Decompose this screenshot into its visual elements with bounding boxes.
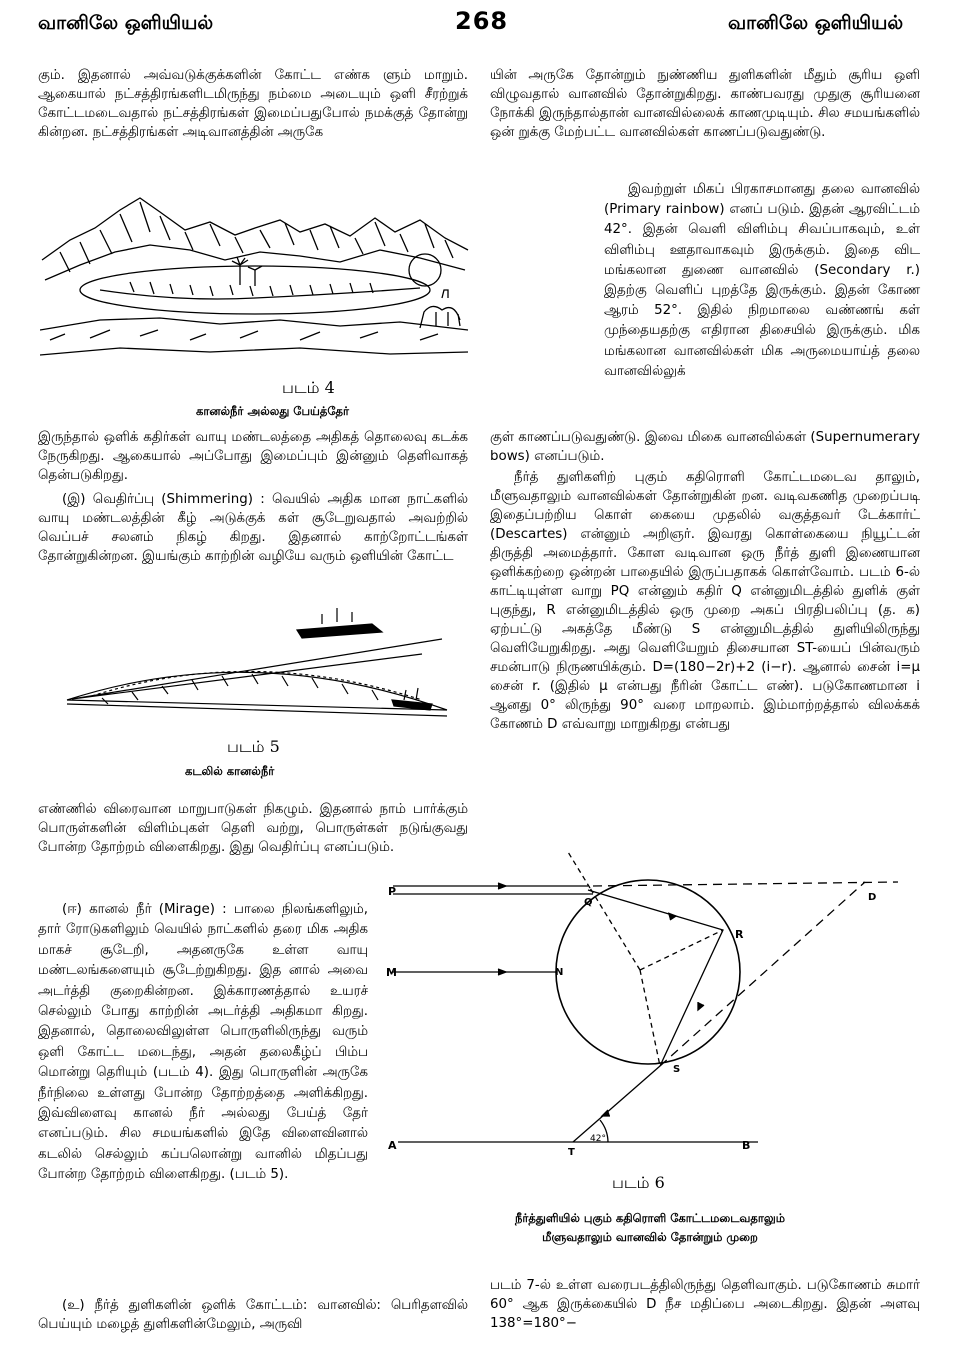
left-para-4: எண்ணில் விரைவான மாறுபாடுகள் நிகழும். இதனால் நாம் பார்க்கும் பொருள்களின் விளிம்புகள் தெளி வற்று, பொருள்கள் நடுங்குவது போன்ற தோற்றம் விளைகிறது. இது வெதிர்ப்பு எனப்படும். (38, 802, 468, 855)
figure-5-title: கடலில் கானல்நீர் (185, 764, 275, 778)
figure-5-ship-mirage-illustration (62, 600, 452, 730)
figure-6-label-n: N (555, 967, 564, 978)
figure-4-mirage-illustration (40, 190, 470, 375)
right-para-1: யின் அருகே தோன்றும் நுண்ணிய துளிகளின் மீதும் சூரிய ஒளி விழுவதால் வானவில் தோன்றுகிறது. காண்பவரது முதுகு சூரியனை நோக்கி இருந்தால்தான் வானவில்லைக் காணமுடியும். சில சமயங்களில் ஒன் றுக்கு மேற்பட்ட வானவில்கள் காணப்படுவதுண்டு. (490, 68, 920, 140)
figure-4-number: படம் 4 (282, 378, 335, 397)
figure-6-label-m: M (386, 966, 397, 979)
left-para-1: கும். இதனால் அவ்வடுக்குக்களின் கோட்ட எண்க ளும் மாறும். ஆகையால் நட்சத்திரங்களிடமிருந்து நம்மை அடையும் ஒளி சீரற்றுக் கோட்டமடைவதால் நட்சத்திரங்கள் இமைப்பதுபோல் நமக்குத் தோன்று கின்றன. நட்சத்திரங்கள் அடிவானத்தின் அருகே (38, 68, 468, 140)
figure-6-title-line-2: மீளுவதாலும் வானவில் தோன்றும் முறை (542, 1230, 758, 1244)
right-para-4-descartes: நீர்த் துளிகளிற் புகும் கதிரொளி கோட்டமடைவ தாலும், மீளுவதாலும் வானவில்கள் தோன்றுகின் றன. வடிவகணித முறைப்படி இதைப்பற்றிய கொள் கையை முதலில் வகுத்தவர் டேக்கார்ட் (Descartes) என்னும் அறிஞர். இவரது கொள்கையை நியூட்டன் திருத்தி அமைத்தார். கோள வடிவான ஒரு நீர்த் துளி இணையான ஒளிக்கற்றை ஒன்றன் பாதையில் இருப்பதாகக் கொள்வோம். படம் 6-ல் காட்டியுள்ள வாறு PQ என்னும் கதிர் Q என்னுமிடத்தில் துளிக் குள் புகுந்து, R என்னுமிடத்தில் ஒரு முறை அகப் பிரதிபலிப்பு (த. க) ஏற்பட்டு அகத்தே மீண்டு S என்னுமிடத்தில் துளியிலிருந்து வெளியேறுகிறது. அது வெளியேறும் திசையான ST-யைப் பின்வரும் சமன்பாடு நிருணயிக்கும். D=(180−2r)+2 (i−r). ஆனால் சைன் i=μ சைன் r. (இதில் μ என்பது நீரின் கோட்ட எண்). படுகோணமான i ஆனது 0° லிருந்து 90° வரை மாறலாம். இம்மாற்றத்தால் விலக்கக் கோணம் D எவ்வாறு மாறுகிறது என்பது (490, 470, 920, 732)
left-para-5-mirage: (ஈ) கானல் நீர் (Mirage) : பாலை நிலங்களிலும், தார் ரோடுகளிலும் வெயில் நாட்களில் தரை மிக அதிக மாகச் சூடேறி, அதனருகே உள்ள வாயு மண்டலங்களையும் சூடேற்றுகிறது. இத னால் அவை அடர்த்தி குறைகின்றன. இக்காரணத்தால் உயரச் செல்லும் போது காற்றின் அடர்த்தி அதிகமா கிறது. இதனால், தொலைவிலுள்ள பொருளிலிருந்து வரும் ஒளி கோட்ட மடைந்து, அதன் தலைகீழ்ப் பிம்ப மொன்று தெரியும் (படம் 4). இது பொருளின் அருகே நீர்நிலை உள்ளது போன்ற தோற்றத்தை அளிக்கிறது. இவ்விளைவு கானல் நீர் அல்லது பேய்த் தேர் எனப்படும். சில சமயங்களில் இதே விளைவினால் கடலில் செல்லும் கப்பலொன்று வானில் மிதப்பது போன்ற தோற்றம் விளைகிறது. (படம் 5). (38, 902, 368, 1183)
right-para-5: படம் 7-ல் உள்ள வரைபடத்திலிருந்து தெளிவாகும். படுகோணம் சுமார் 60° ஆக இருக்கையில் D நீச மதிப்பை அடைகிறது. இதன் அளவு 138°=180°− (490, 1278, 920, 1331)
figure-6-label-s: S (673, 1064, 681, 1075)
figure-6-label-p: P (388, 885, 397, 898)
running-header-left: வானிலே ஒளியியல் (38, 12, 214, 34)
figure-4-title: கானல்நீர் அல்லது பேய்த்தேர் (196, 404, 350, 418)
right-para-3: குள் காணப்படுவதுண்டு. இவை மிகை வானவில்கள் (Supernumerary bows) எனப்படும். (490, 430, 920, 464)
left-para-6: (உ) நீர்த் துளிகளின் ஒளிக் கோட்டம்: வானவில்: பெரிதளவில் பெய்யும் மழைத் துளிகளின்மேலும், அருவி (38, 1298, 468, 1332)
left-para-2: இருந்தால் ஒளிக் கதிர்கள் வாயு மண்டலத்தை அதிகத் தொலைவு கடக்க நேருகிறது. ஆகையால் அப்போது இமைப்பும் இன்னும் தெளிவாகத் தென்படுகிறது. (38, 430, 468, 483)
figure-5-number: படம் 5 (227, 737, 280, 756)
page-number: 268 (455, 7, 509, 35)
figure-6-label-angle: 42° (590, 1134, 606, 1144)
figure-6-label-b: B (742, 1139, 751, 1152)
figure-6-label-q: Q (584, 897, 593, 908)
figure-6-label-a: A (388, 1139, 397, 1152)
figure-6-title-line-1: நீர்த்துளியில் புகும் கதிரொளி கோட்டமடைவதாலும் (515, 1211, 785, 1225)
figure-6-number: படம் 6 (612, 1173, 665, 1192)
figure-6-label-d: D (868, 892, 877, 903)
figure-6-label-t: T (568, 1147, 575, 1158)
figure-6-label-r: R (735, 928, 744, 941)
right-para-2-primary-rainbow: இவற்றுள் மிகப் பிரகாசமானது தலை வானவில் (Primary rainbow) எனப் படும். இதன் ஆரவிட்டம் 42°. இதன் வெளி விளிம்பு சிவப்பாகவும், உள் விளிம்பு ஊதாவாகவும் இருக்கும். இதை விட மங்கலான துணை வானவில் (Secondary r.) இதற்கு வெளிப் புறத்தே இருக்கும். இதன் கோண ஆரம் 52°. இதில் நிறமாலை வண்ணங் கள் முந்தையதற்கு எதிரான திசையில் இருக்கும். மிக மங்கலான வானவில்கள் மிக அருமையாய்த் தலை வானவில்லுக் (604, 182, 920, 379)
figure-6-raindrop-diagram (378, 852, 938, 1172)
running-header-right: வானிலே ஒளியியல் (728, 12, 904, 34)
left-para-3-shimmering: (இ) வெதிர்ப்பு (Shimmering) : வெயில் அதிக மான நாட்களில் வாயு மண்டலத்தின் கீழ் அடுக்குக் கள் சூடேறுவதால் அவற்றில் வெப்பச் சலனம் நிகழ் கிறது. இதனால் காற்றோட்டங்கள் தோன்றுகின்றன. இயங்கும் காற்றின் வழியே வரும் ஒளியின் கோட்ட (38, 492, 468, 564)
